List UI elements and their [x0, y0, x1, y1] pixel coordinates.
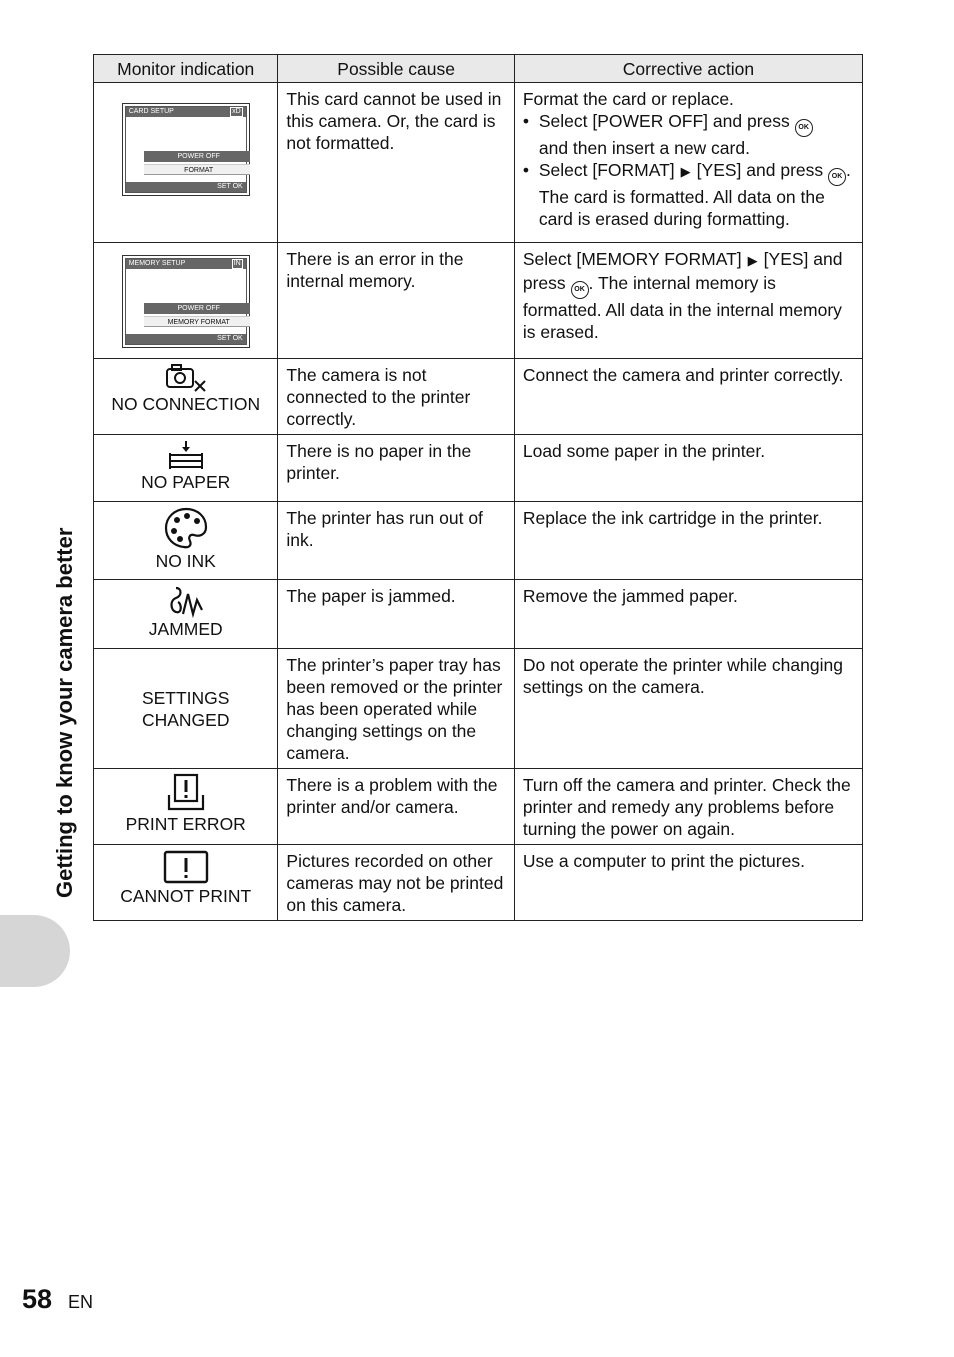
action-cell: Turn off the camera and printer. Check the printer and remedy any problems before turning the power on again.: [514, 769, 862, 845]
table-row: [94, 435, 863, 502]
cause-cell: The paper is jammed.: [278, 580, 514, 649]
action-text: and then insert a new card.: [538, 138, 750, 158]
screen-title: MEMORY SETUP: [128, 260, 186, 267]
card-setup-screen: [122, 103, 250, 196]
section-title: Getting to know your camera better: [52, 527, 77, 898]
cause-cell: This card cannot be used in this camera. Or, the card is not formatted.: [278, 83, 514, 243]
table-row: [94, 769, 863, 845]
header-possible-cause: Possible cause: [278, 55, 514, 83]
table-row: [94, 502, 863, 580]
table-row: [94, 845, 863, 921]
indication-cell: [94, 580, 278, 649]
table-row: [94, 580, 863, 649]
indication-cell: [94, 769, 278, 845]
indication-cell: [94, 649, 278, 769]
table-header-row: [94, 55, 863, 83]
indication-label: NO PAPER: [141, 472, 231, 492]
printer-error-icon: [166, 773, 206, 813]
table-row: [94, 243, 863, 359]
action-cell: Load some paper in the printer.: [514, 435, 862, 502]
paper-tray-icon: [166, 439, 206, 471]
memory-setup-screen: [122, 255, 250, 348]
cause-cell: There is no paper in the printer.: [278, 435, 514, 502]
header-corrective-action: Corrective action: [514, 55, 862, 83]
menu-item-power-off: POWER OFF: [144, 303, 250, 314]
section-tab: [0, 915, 70, 987]
indication-label: CHANGED: [141, 709, 230, 730]
ok-button-icon: OK: [571, 281, 589, 299]
table-row: [94, 359, 863, 435]
xd-card-icon: xD: [232, 108, 241, 115]
cannot-print-icon: [162, 849, 210, 885]
action-cell: Replace the ink cartridge in the printer.: [514, 502, 862, 580]
arrow-right-icon: ▶: [680, 164, 691, 179]
action-cell: Do not operate the printer while changing settings on the camera.: [514, 649, 862, 769]
indication-label: SETTINGS: [141, 687, 230, 708]
internal-memory-icon: IN: [233, 260, 241, 267]
ink-palette-icon: [163, 506, 209, 550]
indication-cell: [94, 359, 278, 435]
action-text: . The internal memory is formatted. All data in the internal memory is erased.: [522, 273, 842, 342]
arrow-right-icon: ▶: [747, 253, 758, 268]
screen-footer: SET OK: [126, 334, 246, 344]
action-text: Select [POWER OFF] and press: [538, 111, 790, 131]
cause-cell: The camera is not connected to the printer correctly.: [278, 359, 514, 435]
menu-item-format: FORMAT: [144, 164, 250, 175]
ok-button-icon: OK: [795, 119, 813, 137]
indication-label: CANNOT PRINT: [120, 886, 252, 906]
indication-label: NO CONNECTION: [111, 394, 261, 414]
action-cell: Use a computer to print the pictures.: [514, 845, 862, 921]
page-language: EN: [68, 1292, 94, 1312]
action-text: [YES] and press: [696, 160, 824, 180]
indication-label: JAMMED: [148, 619, 223, 639]
cause-cell: The printer’s paper tray has been removed or the printer has been operated while changing settings on the camera.: [278, 649, 514, 769]
page-number: 58: [22, 1284, 53, 1314]
action-cell: Format the card or replace. • Select [POWER OFF] and press OK and then insert a new card. • Select [FORMAT] ▶ [YES] and press OK . The card is formatted. All data on the card is erased during formatting.: [514, 83, 862, 243]
action-cell: Remove the jammed paper.: [514, 580, 862, 649]
indication-cell: [94, 502, 278, 580]
cause-cell: There is a problem with the printer and/or camera.: [278, 769, 514, 845]
screen-title: CARD SETUP: [128, 108, 174, 115]
action-text: Select [FORMAT]: [538, 160, 675, 180]
troubleshooting-table: [93, 54, 863, 921]
table-row: [94, 83, 863, 243]
cause-cell: There is an error in the internal memory.: [278, 243, 514, 359]
action-cell: Connect the camera and printer correctly.: [514, 359, 862, 435]
action-cell: [514, 243, 862, 359]
action-text: . The card is formatted. All data on the card is erased during formatting.: [538, 160, 851, 229]
cause-cell: The printer has run out of ink.: [278, 502, 514, 580]
action-intro: Format the card or replace.: [522, 89, 734, 109]
screen-footer: SET OK: [126, 182, 246, 192]
menu-item-memory-format: MEMORY FORMAT: [144, 316, 250, 327]
camera-disconnected-icon: [161, 363, 211, 393]
paper-jam-icon: [166, 584, 206, 618]
table-row: [94, 649, 863, 769]
header-monitor-indication: Monitor indication: [94, 55, 278, 83]
indication-cell: [94, 435, 278, 502]
indication-label: NO INK: [155, 551, 216, 571]
indication-cell: [94, 845, 278, 921]
menu-item-power-off: POWER OFF: [144, 151, 250, 162]
action-text: [YES] and press: [522, 249, 843, 293]
ok-button-icon: OK: [828, 168, 846, 186]
indication-cell: [94, 83, 278, 243]
indication-cell: [94, 243, 278, 359]
cause-cell: Pictures recorded on other cameras may not be printed on this camera.: [278, 845, 514, 921]
action-text: Select [MEMORY FORMAT]: [522, 249, 742, 269]
indication-label: PRINT ERROR: [125, 814, 246, 834]
